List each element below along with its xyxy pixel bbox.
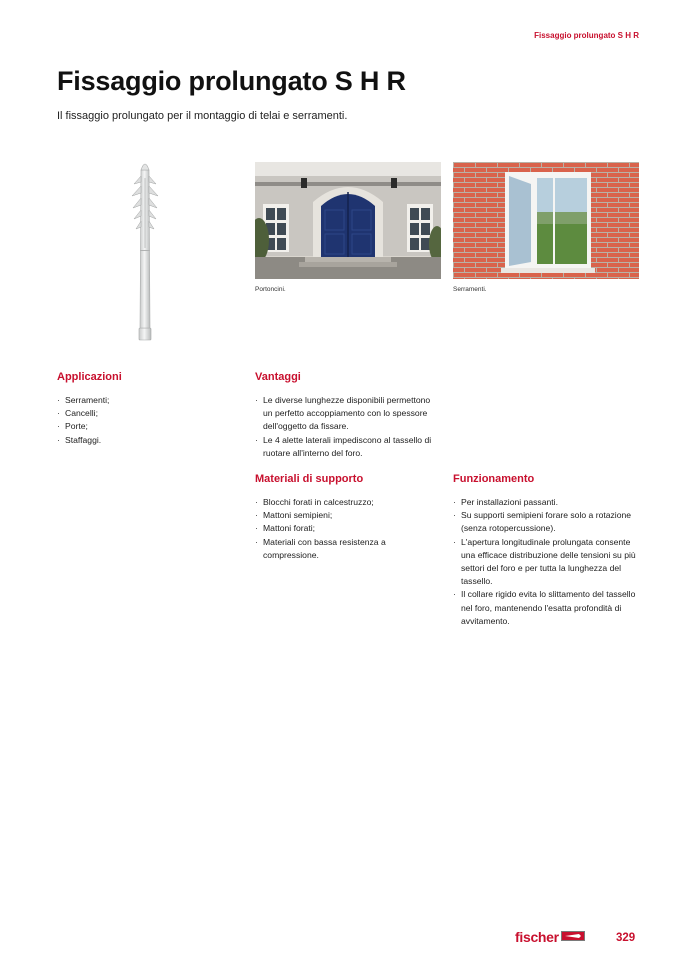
window-photo xyxy=(453,162,639,279)
list-item: · Cancelli; xyxy=(57,407,237,420)
bullet-list xyxy=(453,496,639,628)
list-item: · Staffaggi. xyxy=(57,434,237,447)
list-item: · Le diverse lunghezze disponibili permettono un perfetto accoppiamento con lo spessore dell'oggetto da fissare. xyxy=(255,394,440,434)
section-heading: Funzionamento xyxy=(453,473,535,485)
page-number: 329 xyxy=(616,932,636,944)
running-header: Fissaggio prolungato S H R xyxy=(534,31,639,40)
wall-plug-anchor-image xyxy=(128,158,162,342)
list-item: · Mattoni semipieni; xyxy=(255,509,440,522)
section-materiali-di-supporto xyxy=(255,473,440,562)
page-title: Fissaggio prolungato S H R xyxy=(57,66,406,96)
section-applicazioni xyxy=(57,371,237,447)
brand-wordmark: fischer xyxy=(515,929,559,945)
window-photo-caption: Serramenti. xyxy=(453,286,487,293)
section-funzionamento xyxy=(453,473,639,628)
section-heading: Materiali di supporto xyxy=(255,473,364,485)
section-heading: Vantaggi xyxy=(255,371,301,383)
brand-mark-icon xyxy=(561,928,585,946)
page-subtitle: Il fissaggio prolungato per il montaggio di telai e serramenti. xyxy=(57,110,348,122)
bullet-list xyxy=(57,394,237,447)
fischer-logo xyxy=(515,928,585,946)
list-item: · Materiali con bassa resistenza a compressione. xyxy=(255,536,440,562)
door-photo-caption: Portoncini. xyxy=(255,286,286,293)
list-item: · L'apertura longitudinale prolungata consente una efficace distribuzione delle tensioni su più settori del foro e per tutta la lunghezza del tassello. xyxy=(453,536,639,589)
bullet-list xyxy=(255,394,440,460)
list-item: · Le 4 alette laterali impediscono al tassello di ruotare all'interno del foro. xyxy=(255,434,440,460)
section-vantaggi xyxy=(255,371,440,460)
door-photo xyxy=(255,162,441,279)
list-item: · Porte; xyxy=(57,420,237,433)
list-item: · Serramenti; xyxy=(57,394,237,407)
bullet-list xyxy=(255,496,440,562)
list-item: · Blocchi forati in calcestruzzo; xyxy=(255,496,440,509)
list-item: · Mattoni forati; xyxy=(255,522,440,535)
list-item: · Il collare rigido evita lo slittamento del tassello nel foro, mantenendo l'esatta profondità di avvitamento. xyxy=(453,588,639,628)
list-item: · Per installazioni passanti. xyxy=(453,496,639,509)
section-heading: Applicazioni xyxy=(57,371,122,383)
list-item: · Su supporti semipieni forare solo a rotazione (senza rotopercussione). xyxy=(453,509,639,535)
